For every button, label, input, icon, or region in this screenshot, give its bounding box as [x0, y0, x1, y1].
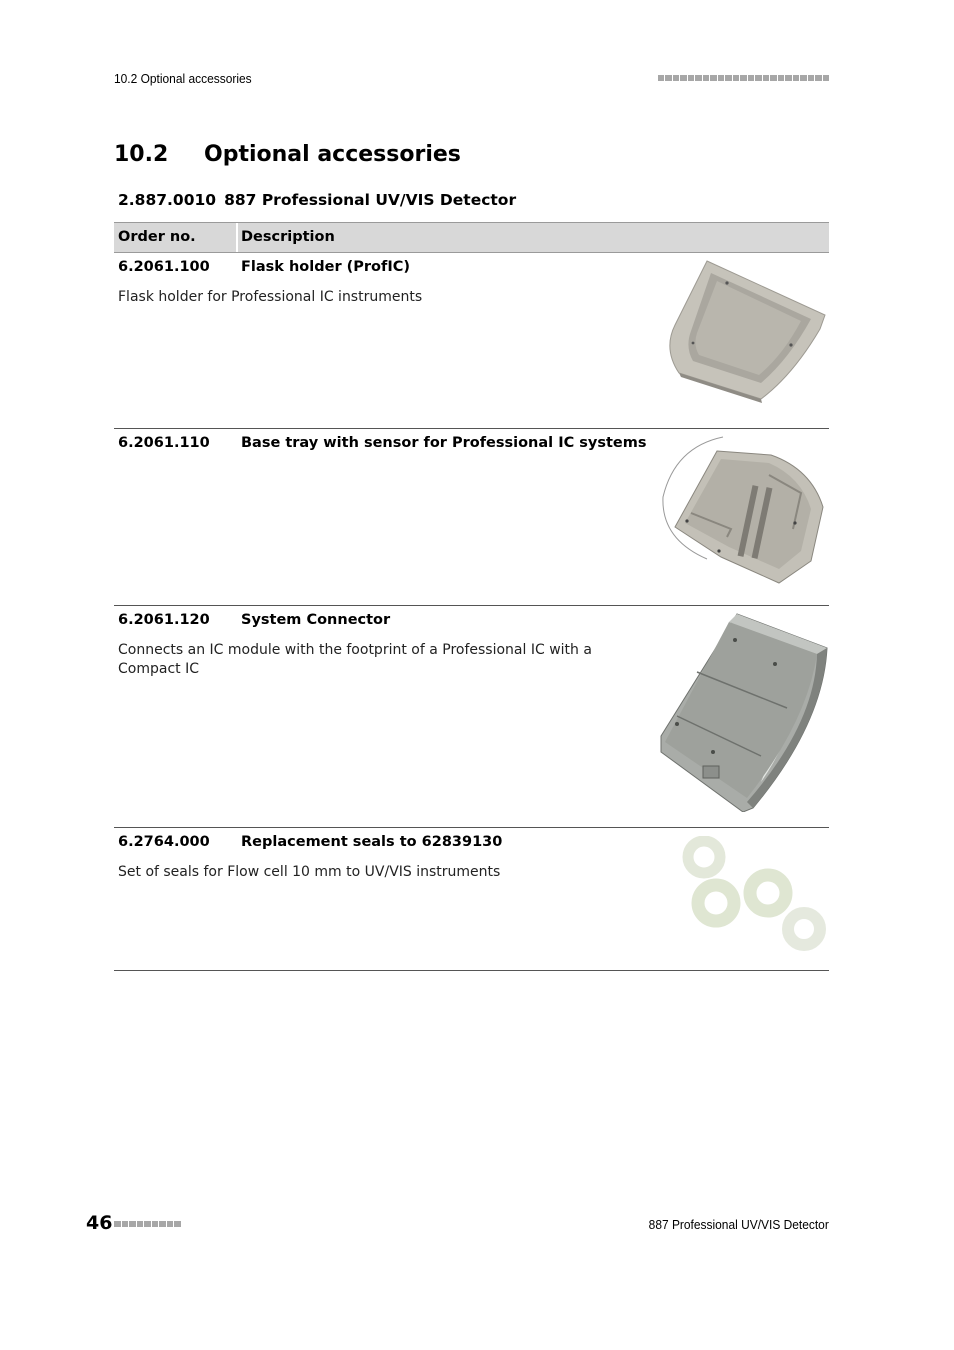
footer-decorative-squares	[114, 1221, 181, 1227]
subsection-code: 2.887.0010	[118, 191, 217, 209]
table-row	[114, 606, 829, 828]
order-number: 6.2061.110	[118, 435, 210, 451]
running-header-section-ref: 10.2 Optional accessories	[114, 71, 252, 86]
subsection-title	[118, 191, 516, 209]
table-row	[114, 828, 829, 971]
page-number: 46	[86, 1212, 113, 1234]
accessories-table	[114, 222, 829, 971]
base-tray-image	[661, 433, 829, 585]
order-number: 6.2061.120	[118, 612, 210, 628]
item-title: Replacement seals to 62839130	[241, 834, 503, 850]
item-description: Connects an IC module with the footprint of a Professional IC with a Compact IC	[118, 642, 592, 677]
order-number: 6.2764.000	[118, 834, 210, 850]
column-header-order-no: Order no.	[118, 229, 196, 245]
order-number: 6.2061.100	[118, 259, 210, 275]
column-divider	[236, 223, 238, 252]
section-title	[114, 142, 461, 167]
page-footer	[86, 1212, 829, 1236]
item-title: System Connector	[241, 612, 391, 628]
table-header	[114, 222, 829, 253]
table-row	[114, 253, 829, 429]
running-header	[114, 71, 829, 87]
section-number: 10.2	[114, 142, 169, 167]
seals-image	[669, 836, 829, 952]
item-title: Flask holder (ProfIC)	[241, 259, 410, 275]
column-header-description: Description	[241, 229, 335, 245]
header-decorative-squares	[658, 75, 830, 81]
item-description: Set of seals for Flow cell 10 mm to UV/VIS instruments	[118, 864, 501, 880]
flask-holder-image	[665, 259, 829, 404]
footer-document-name: 887 Professional UV/VIS Detector	[648, 1217, 829, 1232]
system-connector-image	[657, 612, 829, 812]
item-description: Flask holder for Professional IC instruments	[118, 289, 423, 305]
table-row	[114, 429, 829, 606]
subsection-title-text: 887 Professional UV/VIS Detector	[224, 191, 517, 209]
section-title-text: Optional accessories	[204, 142, 461, 167]
item-title: Base tray with sensor for Professional IC systems	[241, 435, 647, 451]
